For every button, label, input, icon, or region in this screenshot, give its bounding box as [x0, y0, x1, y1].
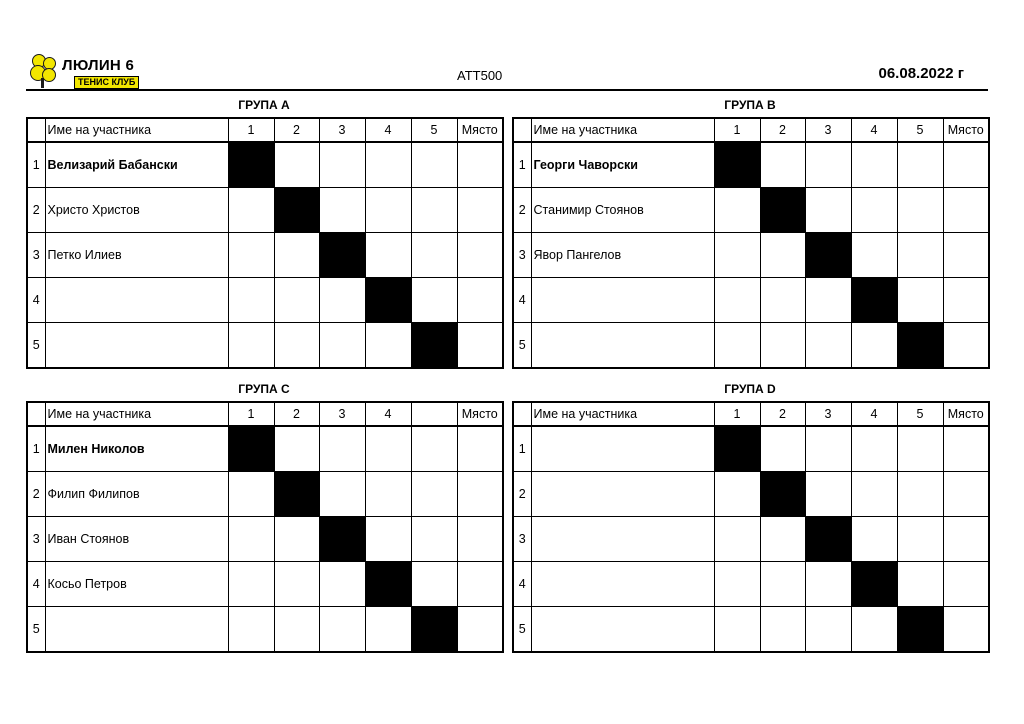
opponent-column-header: 3	[805, 118, 851, 142]
score-cell	[274, 278, 319, 323]
participant-name: Филип Филипов	[45, 472, 228, 517]
blocked-cell	[760, 188, 805, 233]
blocked-cell	[851, 562, 897, 607]
score-cell	[319, 142, 365, 188]
opponent-column-header: 1	[228, 118, 274, 142]
row-number-header	[513, 402, 531, 426]
participant-name	[531, 278, 714, 323]
participant-name	[531, 517, 714, 562]
score-cell	[365, 188, 411, 233]
participant-name-header: Име на участника	[45, 118, 228, 142]
row-number: 4	[27, 278, 45, 323]
score-cell	[805, 278, 851, 323]
score-cell	[411, 562, 457, 607]
score-cell	[319, 426, 365, 472]
score-cell	[805, 188, 851, 233]
score-cell	[228, 278, 274, 323]
club-logo	[30, 54, 140, 88]
participant-name	[45, 607, 228, 653]
place-cell	[943, 607, 989, 653]
participant-name: Георги Чаворски	[531, 142, 714, 188]
blocked-cell	[411, 607, 457, 653]
event-name: ATT500	[457, 68, 503, 83]
opponent-column-header: 4	[365, 402, 411, 426]
blocked-cell	[897, 323, 943, 369]
score-cell	[714, 323, 760, 369]
table-row	[513, 517, 989, 562]
score-cell	[714, 607, 760, 653]
table-row	[513, 607, 989, 653]
score-cell	[760, 562, 805, 607]
row-number-header	[27, 118, 45, 142]
group-title: ГРУПА D	[724, 382, 776, 396]
score-cell	[897, 188, 943, 233]
score-cell	[851, 426, 897, 472]
row-number: 2	[27, 472, 45, 517]
blocked-cell	[319, 517, 365, 562]
score-cell	[411, 426, 457, 472]
score-cell	[365, 233, 411, 278]
row-number: 5	[27, 323, 45, 369]
score-cell	[274, 607, 319, 653]
opponent-column-header: 4	[851, 402, 897, 426]
score-cell	[760, 233, 805, 278]
participant-name-header: Име на участника	[531, 118, 714, 142]
participant-name	[45, 278, 228, 323]
score-cell	[365, 142, 411, 188]
table-row	[27, 188, 503, 233]
place-header: Място	[457, 402, 503, 426]
place-cell	[943, 188, 989, 233]
score-cell	[760, 426, 805, 472]
score-cell	[760, 278, 805, 323]
score-cell	[274, 562, 319, 607]
row-number-header	[27, 402, 45, 426]
score-cell	[805, 562, 851, 607]
blocked-cell	[760, 472, 805, 517]
score-cell	[274, 233, 319, 278]
score-cell	[319, 278, 365, 323]
place-cell	[943, 472, 989, 517]
participant-name: Явор Пангелов	[531, 233, 714, 278]
place-cell	[457, 517, 503, 562]
opponent-column-header: 5	[897, 402, 943, 426]
place-cell	[457, 278, 503, 323]
blocked-cell	[365, 562, 411, 607]
score-cell	[897, 278, 943, 323]
row-number: 2	[513, 472, 531, 517]
blocked-cell	[714, 426, 760, 472]
place-header: Място	[943, 118, 989, 142]
blocked-cell	[805, 517, 851, 562]
score-cell	[805, 142, 851, 188]
place-cell	[457, 188, 503, 233]
table-row	[27, 607, 503, 653]
score-cell	[897, 562, 943, 607]
score-cell	[760, 323, 805, 369]
opponent-column-header: 4	[365, 118, 411, 142]
table-row	[513, 472, 989, 517]
score-cell	[365, 517, 411, 562]
opponent-column-header: 2	[274, 118, 319, 142]
score-cell	[319, 188, 365, 233]
score-cell	[851, 607, 897, 653]
page-header	[26, 50, 988, 90]
place-cell	[457, 472, 503, 517]
blocked-cell	[274, 472, 319, 517]
score-cell	[319, 472, 365, 517]
row-number: 3	[27, 233, 45, 278]
score-cell	[714, 278, 760, 323]
blocked-cell	[274, 188, 319, 233]
participant-name: Иван Стоянов	[45, 517, 228, 562]
score-cell	[851, 323, 897, 369]
score-cell	[805, 472, 851, 517]
score-cell	[897, 426, 943, 472]
table-row	[27, 517, 503, 562]
tennis-balls-icon	[30, 54, 60, 88]
event-date: 06.08.2022 г	[878, 65, 964, 82]
row-number: 4	[513, 562, 531, 607]
opponent-column-header: 5	[897, 118, 943, 142]
participant-name: Христо Христов	[45, 188, 228, 233]
score-cell	[760, 142, 805, 188]
participant-name-header: Име на участника	[531, 402, 714, 426]
row-number: 5	[513, 607, 531, 653]
participant-name-header: Име на участника	[45, 402, 228, 426]
score-cell	[228, 562, 274, 607]
place-cell	[943, 278, 989, 323]
score-cell	[851, 517, 897, 562]
blocked-cell	[319, 233, 365, 278]
place-cell	[943, 426, 989, 472]
blocked-cell	[805, 233, 851, 278]
score-cell	[228, 607, 274, 653]
table-row	[27, 142, 503, 188]
group-table	[26, 401, 504, 653]
opponent-column-header: 5	[411, 118, 457, 142]
place-cell	[457, 426, 503, 472]
table-row	[27, 278, 503, 323]
place-cell	[943, 142, 989, 188]
row-number: 5	[513, 323, 531, 369]
score-cell	[805, 607, 851, 653]
group-title: ГРУПА А	[238, 98, 290, 112]
logo-title: ЛЮЛИН 6	[62, 57, 135, 74]
score-cell	[805, 323, 851, 369]
place-cell	[457, 233, 503, 278]
score-cell	[228, 517, 274, 562]
blocked-cell	[714, 142, 760, 188]
participant-name	[531, 562, 714, 607]
blocked-cell	[897, 607, 943, 653]
place-cell	[457, 142, 503, 188]
group-title: ГРУПА С	[238, 382, 290, 396]
score-cell	[714, 562, 760, 607]
group-table	[512, 401, 990, 653]
opponent-column-header	[411, 402, 457, 426]
opponent-column-header: 1	[714, 118, 760, 142]
score-cell	[411, 472, 457, 517]
opponent-column-header: 2	[760, 118, 805, 142]
row-number: 3	[513, 517, 531, 562]
score-cell	[760, 517, 805, 562]
opponent-column-header: 3	[319, 118, 365, 142]
opponent-column-header: 2	[274, 402, 319, 426]
place-cell	[943, 562, 989, 607]
score-cell	[365, 426, 411, 472]
row-number: 1	[513, 426, 531, 472]
blocked-cell	[851, 278, 897, 323]
score-cell	[897, 142, 943, 188]
score-cell	[274, 323, 319, 369]
score-cell	[411, 188, 457, 233]
blocked-cell	[411, 323, 457, 369]
table-row	[513, 233, 989, 278]
row-number-header	[513, 118, 531, 142]
score-cell	[274, 142, 319, 188]
participant-name	[531, 607, 714, 653]
participant-name	[531, 323, 714, 369]
score-cell	[365, 607, 411, 653]
logo-subtitle: ТЕНИС КЛУБ	[74, 76, 139, 89]
participant-name: Велизарий Бабански	[45, 142, 228, 188]
group-table	[26, 117, 504, 369]
row-number: 4	[513, 278, 531, 323]
place-cell	[457, 607, 503, 653]
place-cell	[943, 233, 989, 278]
score-cell	[274, 517, 319, 562]
header-divider	[26, 89, 988, 91]
blocked-cell	[228, 426, 274, 472]
score-cell	[365, 472, 411, 517]
score-cell	[228, 323, 274, 369]
row-number: 2	[27, 188, 45, 233]
score-cell	[714, 188, 760, 233]
score-cell	[851, 188, 897, 233]
place-cell	[457, 323, 503, 369]
row-number: 4	[27, 562, 45, 607]
participant-name	[531, 426, 714, 472]
place-header: Място	[457, 118, 503, 142]
opponent-column-header: 3	[805, 402, 851, 426]
table-row	[27, 562, 503, 607]
participant-name: Милен Николов	[45, 426, 228, 472]
table-row	[513, 323, 989, 369]
row-number: 1	[27, 426, 45, 472]
score-cell	[319, 323, 365, 369]
score-cell	[805, 426, 851, 472]
row-number: 3	[513, 233, 531, 278]
participant-name: Станимир Стоянов	[531, 188, 714, 233]
place-cell	[943, 517, 989, 562]
score-cell	[228, 188, 274, 233]
score-cell	[411, 233, 457, 278]
place-header: Място	[943, 402, 989, 426]
opponent-column-header: 4	[851, 118, 897, 142]
score-cell	[714, 233, 760, 278]
score-cell	[319, 607, 365, 653]
score-cell	[365, 323, 411, 369]
score-cell	[274, 426, 319, 472]
opponent-column-header: 1	[714, 402, 760, 426]
table-row	[27, 472, 503, 517]
row-number: 2	[513, 188, 531, 233]
table-row	[513, 562, 989, 607]
participant-name	[45, 323, 228, 369]
score-cell	[411, 142, 457, 188]
score-cell	[851, 472, 897, 517]
score-cell	[714, 472, 760, 517]
table-row	[27, 323, 503, 369]
table-row	[27, 233, 503, 278]
table-row	[27, 426, 503, 472]
table-row	[513, 142, 989, 188]
score-cell	[411, 517, 457, 562]
score-cell	[319, 562, 365, 607]
opponent-column-header: 1	[228, 402, 274, 426]
group-title: ГРУПА В	[724, 98, 776, 112]
place-cell	[943, 323, 989, 369]
score-cell	[760, 607, 805, 653]
score-cell	[228, 233, 274, 278]
blocked-cell	[228, 142, 274, 188]
score-cell	[851, 233, 897, 278]
participant-name: Петко Илиев	[45, 233, 228, 278]
group-table	[512, 117, 990, 369]
blocked-cell	[365, 278, 411, 323]
table-row	[513, 426, 989, 472]
participant-name: Косьо Петров	[45, 562, 228, 607]
row-number: 1	[513, 142, 531, 188]
table-row	[513, 188, 989, 233]
row-number: 5	[27, 607, 45, 653]
score-cell	[411, 278, 457, 323]
opponent-column-header: 3	[319, 402, 365, 426]
row-number: 1	[27, 142, 45, 188]
score-cell	[714, 517, 760, 562]
score-cell	[851, 142, 897, 188]
row-number: 3	[27, 517, 45, 562]
opponent-column-header: 2	[760, 402, 805, 426]
place-cell	[457, 562, 503, 607]
participant-name	[531, 472, 714, 517]
score-cell	[228, 472, 274, 517]
score-cell	[897, 517, 943, 562]
table-row	[513, 278, 989, 323]
score-cell	[897, 472, 943, 517]
score-cell	[897, 233, 943, 278]
